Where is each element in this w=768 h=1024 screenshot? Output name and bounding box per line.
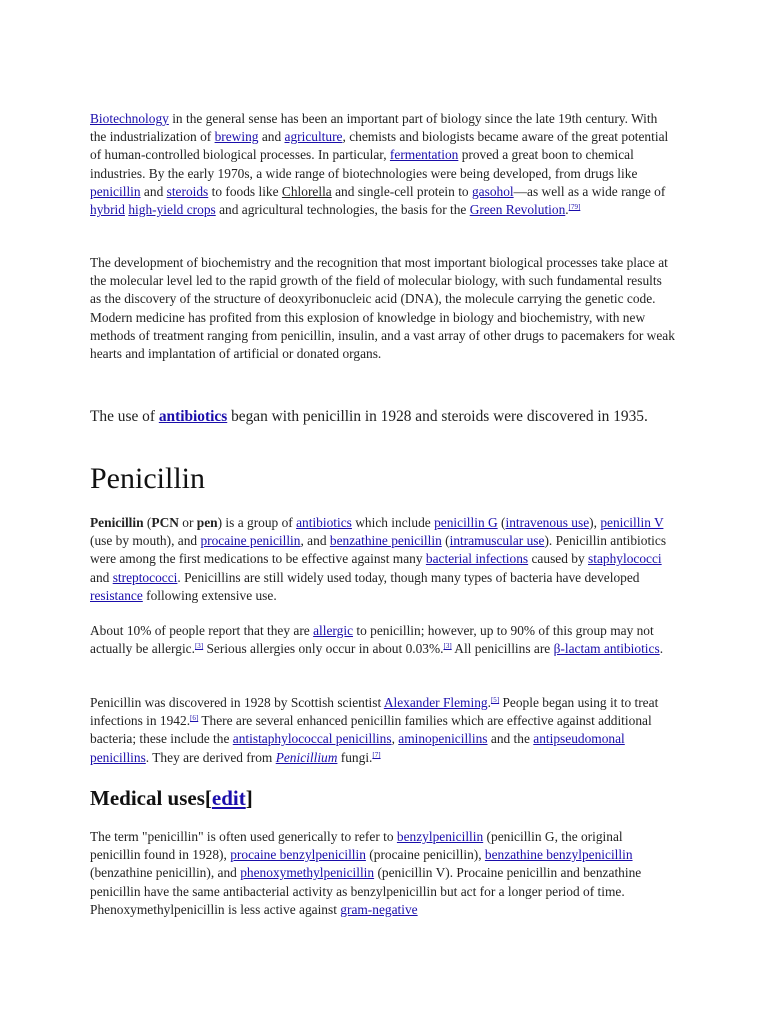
- section-heading-medical-uses: Medical uses[edit]: [90, 786, 253, 810]
- link-phenoxymethylpenicillin[interactable]: phenoxymethylpenicillin: [240, 865, 375, 881]
- link-penicillium[interactable]: Penicillium: [275, 749, 338, 765]
- edit-link[interactable]: edit: [211, 786, 246, 810]
- link-hybrid[interactable]: hybrid: [90, 202, 125, 218]
- link-antibiotics[interactable]: antibiotics: [158, 408, 228, 425]
- link-benzylpenicillin[interactable]: benzylpenicillin: [396, 829, 484, 844]
- link-antistaphylococcal-penicillins[interactable]: antistaphylococcal penicillins: [232, 731, 392, 747]
- link-intramuscular-use[interactable]: intramuscular use: [449, 533, 545, 549]
- paragraph-discovery: Penicillin was discovered in 1928 by Scottish scientist Alexander Fleming.[5] People began using it to treat infections in 1942.[6] There are several enhanced penicillin families which are effective against additional bacteria; these include the antistaphylococcal penicillins, aminopenicillins and the antipseudomonal penicillins. They are derived from Penicillium fungi.[7]: [90, 695, 659, 765]
- paragraph-biochemistry: The development of biochemistry and the recognition that most important biological processes take place at the molecular level led to the rapid growth of the field of molecular biology, with such fundamental results as the discovery of the structure of deoxyribonucleic acid (DNA), the molecule carrying the genetic code. Modern medicine has profited from this explosion of knowledge in biology and biochemistry, with new methods of treatment ranging from penicillin, insulin, and a vast array of other drugs to pacemakers for weak hearts and implantation of artificial or donated organs.: [90, 255, 675, 362]
- link-alexander-fleming[interactable]: Alexander Fleming: [383, 695, 488, 710]
- paragraph-biotechnology-history: Biotechnology in the general sense has been an important part of biology since the late 19th century. With the industrialization of brewing and agriculture, chemists and biologists became aware of the great potential of human-controlled biological processes. In particular, fermentation proved a great boon to chemical industries. By the early 1970s, a wide range of biotechnologies were being developed, from drugs like penicillin and steroids to foods like Chlorella and single-cell protein to gasohol—as well as a wide range of hybrid high-yield crops and agricultural technologies, the basis for the Green Revolution.[79]: [90, 111, 669, 218]
- link-chlorella[interactable]: Chlorella: [281, 183, 332, 199]
- paragraph-antibiotics-use: The use of antibiotics began with penicillin in 1928 and steroids were discovered in 1935.: [90, 408, 648, 425]
- link-brewing[interactable]: brewing: [214, 129, 259, 145]
- link-intravenous-use[interactable]: intravenous use: [505, 515, 590, 530]
- link-beta-lactam-antibiotics[interactable]: β-lactam antibiotics: [553, 641, 660, 657]
- link-benzathine-penicillin[interactable]: benzathine penicillin: [329, 533, 442, 549]
- citation-7[interactable]: [7]: [372, 750, 381, 759]
- link-antibiotics[interactable]: antibiotics: [296, 515, 352, 530]
- citation-3[interactable]: [3]: [443, 642, 452, 651]
- link-antipseudomonal-penicillins[interactable]: antipseudomonal penicillins: [90, 731, 625, 765]
- link-penicillin-v[interactable]: penicillin V: [600, 515, 664, 530]
- link-fermentation[interactable]: fermentation: [389, 147, 459, 163]
- link-gram-negative[interactable]: gram-negative: [340, 901, 418, 917]
- link-aminopenicillins[interactable]: aminopenicillins: [398, 731, 488, 747]
- citation-5[interactable]: [5]: [490, 696, 500, 704]
- link-steroids[interactable]: steroids: [166, 183, 209, 199]
- link-allergic[interactable]: allergic: [313, 623, 354, 638]
- link-resistance[interactable]: resistance: [90, 587, 143, 603]
- page-title: Penicillin: [90, 462, 205, 495]
- link-staphylococci[interactable]: staphylococci: [588, 551, 662, 567]
- citation-3[interactable]: [3]: [194, 642, 204, 651]
- link-procaine-penicillin[interactable]: procaine penicillin: [200, 533, 301, 549]
- link-gasohol[interactable]: gasohol: [471, 183, 514, 199]
- link-penicillin-g[interactable]: penicillin G: [434, 515, 498, 530]
- link-biotechnology[interactable]: Biotechnology: [90, 111, 169, 126]
- link-agriculture[interactable]: agriculture: [284, 129, 343, 145]
- link-high-yield-crops[interactable]: high-yield crops: [128, 202, 216, 218]
- link-benzathine-benzylpenicillin[interactable]: benzathine benzylpenicillin: [484, 847, 633, 863]
- link-green-revolution[interactable]: Green Revolution: [469, 202, 566, 218]
- link-penicillin[interactable]: penicillin: [90, 183, 141, 199]
- paragraph-penicillin-intro: Penicillin (PCN or pen) is a group of antibiotics which include penicillin G (intravenous use), penicillin V (use by mouth), and procaine penicillin, and benzathine penicillin (intramuscular use). Penicillin antibiotics were among the first medications to be effective against many bacterial infections caused by staphylococci and streptococci. Penicillins are still widely used today, though many types of bacteria have developed resistance following extensive use.: [90, 515, 667, 603]
- citation-6[interactable]: [6]: [190, 714, 199, 723]
- link-streptococci[interactable]: streptococci: [112, 569, 178, 585]
- link-bacterial-infections[interactable]: bacterial infections: [425, 551, 529, 567]
- citation-79[interactable]: [79]: [568, 203, 581, 212]
- link-procaine-benzylpenicillin[interactable]: procaine benzylpenicillin: [230, 847, 366, 863]
- paragraph-allergy: About 10% of people report that they are allergic to penicillin; however, up to 90% of this group may not actually be allergic.[3] Serious allergies only occur in about 0.03%.[3] All penicillins are β-lactam antibiotics.: [90, 623, 664, 657]
- paragraph-medical-uses: The term "penicillin" is often used generically to refer to benzylpenicillin (penicillin G, the original penicillin found in 1928), procaine benzylpenicillin (procaine penicillin), benzathine benzylpenicillin (benzathine penicillin), and phenoxymethylpenicillin (penicillin V). Procaine penicillin and benzathine penicillin have the same antibacterial activity as benzylpenicillin but act for a longer period of time. Phenoxymethylpenicillin is less active against gram-negative: [90, 829, 642, 917]
